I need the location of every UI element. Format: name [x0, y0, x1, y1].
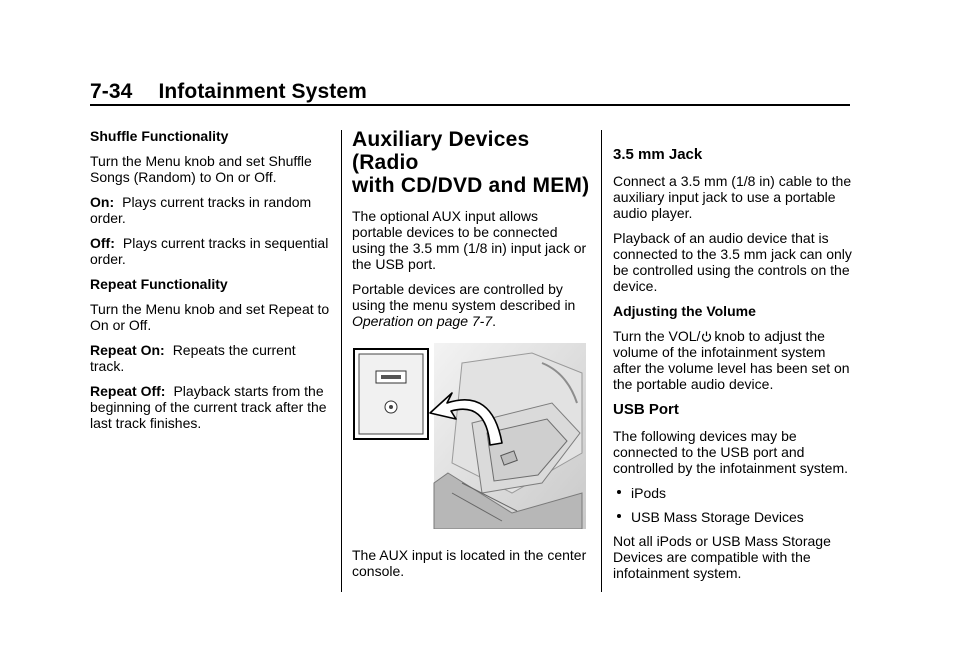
repeat-text: Turn the Menu knob and set Repeat to On or Off. [90, 301, 330, 333]
jack-para-1: Connect a 3.5 mm (1/8 in) cable to the auxiliary input jack to use a portable audio player. [613, 173, 852, 221]
jack-para-2: Playback of an audio device that is connected to the 3.5 mm jack can only be controlled using the controls on the device. [613, 230, 852, 294]
repeat-off-term: Repeat Off: [90, 383, 166, 399]
repeat-on-text: Repeats the current track. [90, 342, 296, 374]
aux-caption: The AUX input is located in the center console. [352, 547, 587, 579]
section-title: Infotainment System [158, 80, 367, 103]
page-header [90, 80, 367, 104]
center-console-illustration [352, 343, 586, 529]
aux-heading-line-1: Auxiliary Devices (Radio [352, 128, 530, 174]
repeat-on-term: Repeat On: [90, 342, 165, 358]
volume-text-after: knob to adjust the volume of the infotainment system after the volume level has been set on the portable audio device. [613, 328, 850, 392]
aux-heading [352, 128, 592, 197]
off-paragraph [90, 235, 330, 267]
aux-para-1: The optional AUX input allows portable devices to be connected using the 3.5 mm (1/8 in) input jack or the USB port. [352, 208, 587, 272]
aux-para-2-text: Portable devices are controlled by using the menu system described in [352, 281, 576, 313]
usb-heading: USB Port [613, 401, 679, 418]
jack-heading: 3.5 mm Jack [613, 146, 703, 163]
usb-para: The following devices may be connected to the USB port and controlled by the infotainment system. [613, 428, 849, 476]
power-icon [701, 329, 712, 340]
aux-para-2 [352, 281, 592, 329]
list-item [613, 485, 853, 501]
bullet-icon [613, 485, 631, 501]
column-3 [613, 146, 853, 590]
column-1 [90, 128, 330, 440]
header-rule [90, 104, 850, 106]
off-term: Off: [90, 235, 115, 251]
aux-para-2-end: . [492, 313, 496, 329]
off-text: Plays current tracks in sequential order. [90, 235, 329, 267]
operation-page-link[interactable]: Operation on page 7-7 [352, 313, 493, 329]
volume-heading: Adjusting the Volume [613, 303, 756, 319]
shuffle-heading: Shuffle Functionality [90, 128, 229, 144]
column-2 [352, 128, 592, 588]
column-divider-1 [341, 130, 342, 592]
console-drawing [352, 343, 586, 529]
on-term: On: [90, 194, 115, 210]
bullet-text: USB Mass Storage Devices [631, 509, 804, 525]
usb-note: Not all iPods or USB Mass Storage Devices are compatible with the infotainment system. [613, 533, 831, 581]
repeat-on-paragraph [90, 342, 330, 374]
volume-text-before: Turn the VOL/ [613, 328, 701, 344]
repeat-off-paragraph [90, 383, 330, 431]
column-divider-2 [601, 130, 602, 592]
bullet-text: iPods [631, 485, 667, 501]
page-number: 7-34 [90, 80, 133, 103]
list-item [613, 509, 853, 525]
shuffle-text: Turn the Menu knob and set Shuffle Songs (Random) to On or Off. [90, 153, 312, 185]
bullet-icon [613, 509, 631, 525]
on-paragraph [90, 194, 330, 226]
repeat-heading: Repeat Functionality [90, 276, 228, 292]
repeat-off-text: Playback starts from the beginning of the current track after the last track finishes. [90, 383, 327, 431]
aux-heading-line-2: with CD/DVD and MEM) [352, 174, 590, 197]
volume-paragraph [613, 328, 853, 392]
on-text: Plays current tracks in random order. [90, 194, 312, 226]
